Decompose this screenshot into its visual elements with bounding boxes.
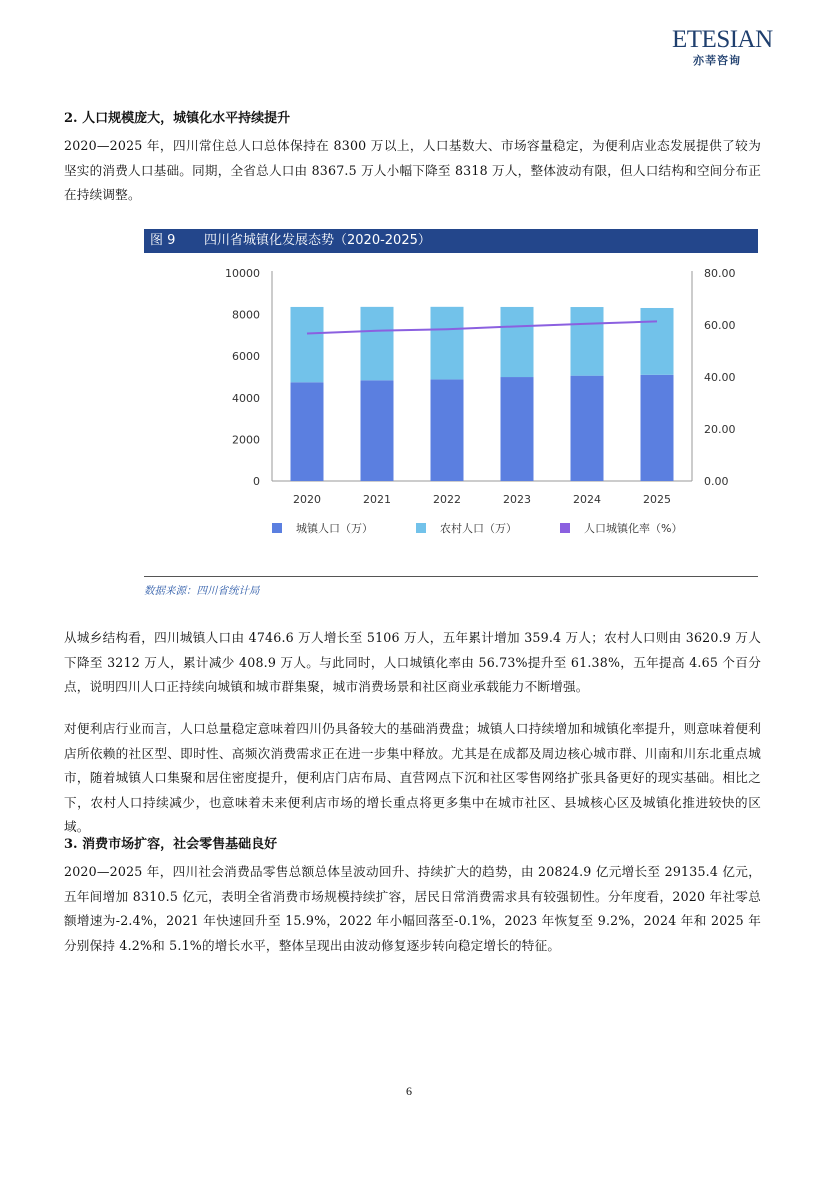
bar-rural-2020 <box>291 307 324 382</box>
legend-label-0: 城镇人口（万） <box>296 522 373 535</box>
bar-rural-2024 <box>571 307 604 376</box>
x-tick-label: 2022 <box>433 493 461 506</box>
x-tick-label: 2020 <box>293 493 321 506</box>
logo-chinese-name: 亦莘咨询 <box>693 54 741 67</box>
y-left-tick-label: 4000 <box>232 391 260 405</box>
y-right-tick-label: 0.00 <box>704 475 729 488</box>
x-tick-label: 2024 <box>573 493 601 506</box>
figure-bottom-rule <box>144 576 758 577</box>
bar-urban-2021 <box>361 380 394 481</box>
urbanization-rate-line <box>307 321 657 333</box>
bar-rural-2023 <box>501 307 534 377</box>
bar-urban-2024 <box>571 376 604 481</box>
figure-9 <box>144 229 758 599</box>
urbanization-chart <box>144 253 758 573</box>
bar-urban-2023 <box>501 377 534 481</box>
page-number: 6 <box>406 1084 412 1098</box>
section-3-paragraph-1: 2020—2025 年，四川社会消费品零售总额总体呈波动回升、持续扩大的趋势，由 20824.9 亿元增长至 29135.4 亿元，五年间增加 8310.5 亿元，表明全省消费市场规模持续扩容，居民日常消费需求具有较强韧性。分年度看，2020 年社零总额增速为-2.4%，2021 年快速回升至 15.9%，2022 年小幅回落至-0.1%，2023 年恢复至 9.2%，2024 年和 2025 年分别保持 4.2%和 5.1%的增长水平，整体呈现出由波动修复逐步转向稳定增长的特征。 <box>64 864 761 953</box>
bar-urban-2025 <box>641 375 674 481</box>
legend-swatch-2 <box>560 523 570 533</box>
figure-source: 数据来源：四川省统计局 <box>144 585 260 597</box>
legend-swatch-1 <box>416 523 426 533</box>
figure-number: 图 9 <box>150 233 176 248</box>
figure-title: 四川省城镇化发展态势（2020-2025） <box>204 233 431 248</box>
legend-swatch-0 <box>272 523 282 533</box>
y-left-tick-label: 10000 <box>225 267 260 280</box>
figure-title-bar <box>144 229 758 253</box>
x-tick-label: 2023 <box>503 493 531 506</box>
y-left-tick-label: 2000 <box>232 433 260 447</box>
bar-rural-2022 <box>431 307 464 380</box>
y-right-tick-label: 60.00 <box>704 319 736 332</box>
x-tick-label: 2021 <box>363 493 391 506</box>
y-left-tick-label: 6000 <box>232 350 260 364</box>
legend-label-2: 人口城镇化率（%） <box>584 522 683 535</box>
section-3-heading: 3. 消费市场扩容，社会零售基础良好 <box>64 837 278 852</box>
x-tick-label: 2025 <box>643 493 671 506</box>
bar-urban-2022 <box>431 379 464 481</box>
company-logo <box>672 26 773 67</box>
legend-label-1: 农村人口（万） <box>440 522 517 535</box>
bar-rural-2021 <box>361 307 394 380</box>
section-2-heading: 2. 人口规模庞大，城镇化水平持续提升 <box>64 111 291 126</box>
logo-wordmark: ETESIAN <box>672 26 773 53</box>
y-left-tick-label: 0 <box>253 475 260 488</box>
section-2-paragraph-3: 对便利店行业而言，人口总量稳定意味着四川仍具备较大的基础消费盘；城镇人口持续增加和城镇化率提升，则意味着便利店所依赖的社区型、即时性、高频次消费需求正在进一步集中释放。尤其是在成都及周边核心城市群、川南和川东北重点城市，随着城镇人口集聚和居住密度提升，便利店门店布局、直营网点下沉和社区零售网络扩张具备更好的现实基础。相比之下，农村人口持续减少，也意味着未来便利店市场的增长重点将更多集中在城市社区、县城核心区及城镇化推进较快的区域。 <box>64 721 761 834</box>
section-2-paragraph-2: 从城乡结构看，四川城镇人口由 4746.6 万人增长至 5106 万人，五年累计增加 359.4 万人；农村人口则由 3620.9 万人下降至 3212 万人，累计减少 408.9 万人。与此同时，人口城镇化率由 56.73%提升至 61.38%，五年提高 4.65 个百分点，说明四川人口正持续向城镇和城市群集聚，城市消费场景和社区商业承载能力不断增强。 <box>64 630 761 694</box>
bar-urban-2020 <box>291 382 324 481</box>
y-right-tick-label: 20.00 <box>704 423 736 436</box>
y-right-tick-label: 80.00 <box>704 267 736 280</box>
y-right-tick-label: 40.00 <box>704 371 736 384</box>
section-2-paragraph-1: 2020—2025 年，四川常住总人口总体保持在 8300 万以上，人口基数大、市场容量稳定，为便利店业态发展提供了较为坚实的消费人口基础。同期，全省总人口由 8367.5 万人小幅下降至 8318 万人，整体波动有限，但人口结构和空间分布正在持续调整。 <box>64 138 761 202</box>
bar-rural-2025 <box>641 308 674 375</box>
y-left-tick-label: 8000 <box>232 308 260 322</box>
